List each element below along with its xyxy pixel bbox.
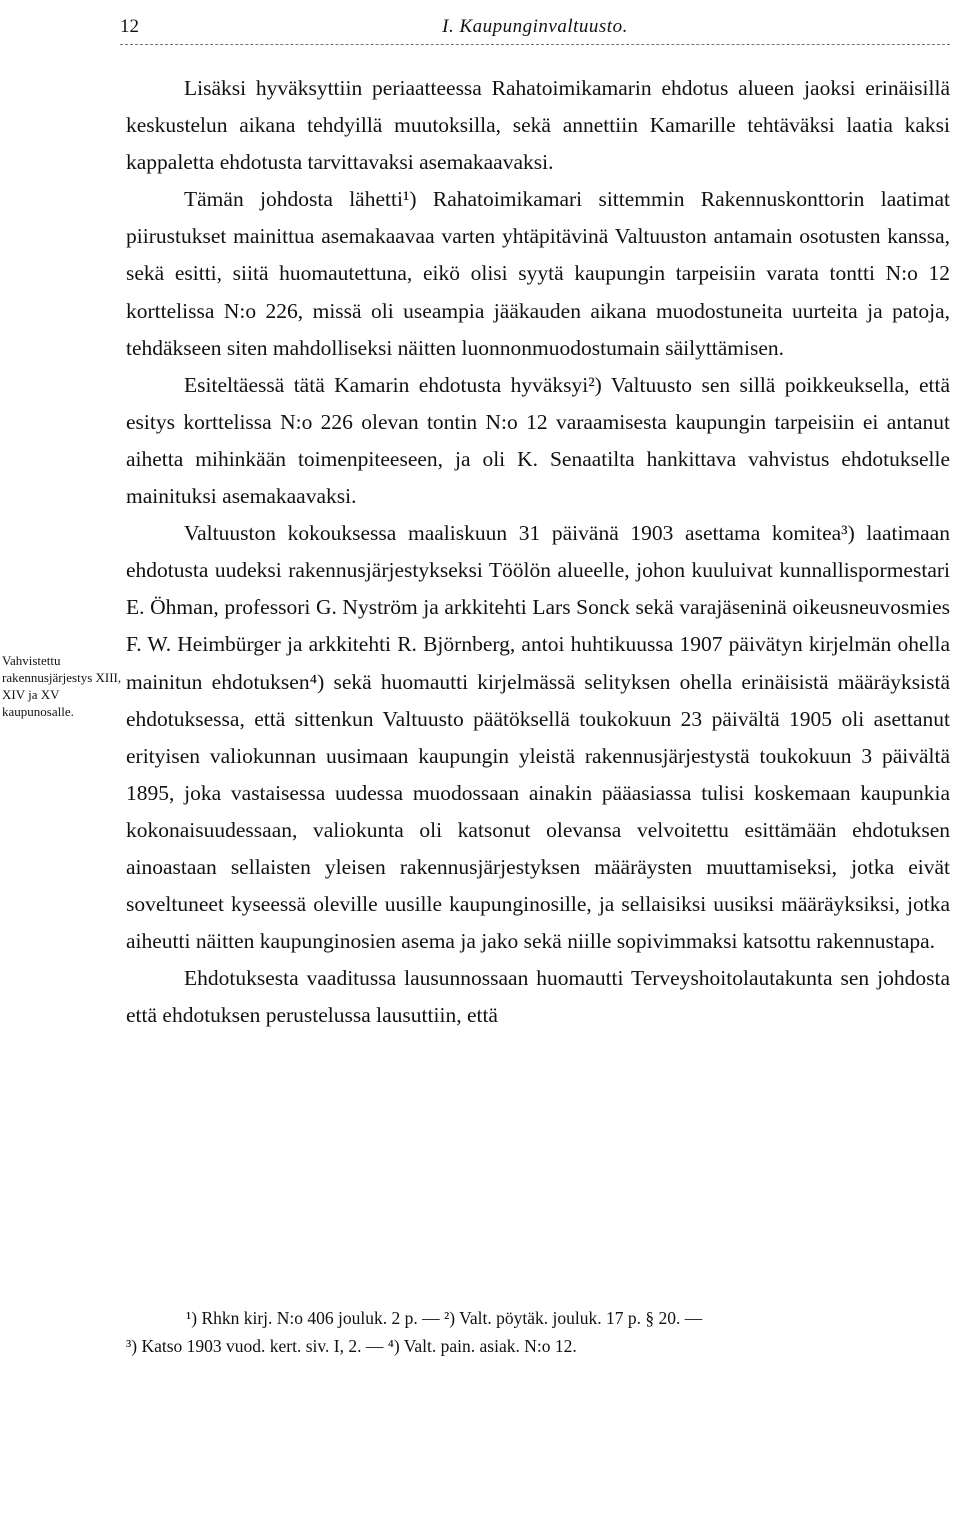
- paragraph: Valtuuston kokouksessa maaliskuun 31 päivänä 1903 asettama komitea³) laatimaan ehdotusta uudeksi rakennusjärjestykseksi Töölön alueelle, johon kuuluivat kunnallispormestari E. Öhman, professori G. Nyström ja arkkitehti Lars Sonck sekä varajäseninä oikeusneuvosmies F. W. Heimbürger ja arkkitehti R. Björnberg, antoi huhtikuussa 1907 päivätyn kirjelmän ohella mainitun ehdotuksen⁴) sekä huomautti kirjelmässä selityksen ohella erinäisistä määräyksistä ehdotuksessa, että sittenkun Valtuusto päätöksellä toukokuun 23 päivältä 1905 oli asettanut erityisen valiokunnan uusimaan kaupungin yleistä rakennusjärjestystä toukokuun 3 päivältä 1895, joka vastaisessa uudessa muodossaan ainakin pääasiassa tulisi koskemaan kaupunkia kokonaisuudessaan, valiokunta oli katsonut olevansa velvoitettu esittämään ehdotuksen ainoastaan sellaisten yleisen rakennusjärjestyksen määräysten muuttamiseksi, jotka eivät soveltuneet kyseessä oleville uusille kaupunginosille, ja sellaisiksi uusiksi määräyksiksi, jotka aiheutti näitten kaupunginosien asema ja jako sekä niille sopivimmaksi katsottu rakennustapa.: [126, 521, 950, 954]
- paragraph: Esiteltäessä tätä Kamarin ehdotusta hyväksyi²) Valtuusto sen sillä poikkeuksella, että esitys korttelissa N:o 226 olevan tontin N:o 12 varaamisesta kaupungin tarpeisiin ei antanut aihetta mihinkään toimenpiteeseen, ja oli K. Senaatilta hankittava vahvistus ehdotukselle mainituksi asemakaavaksi.: [126, 372, 950, 509]
- running-title: I. Kaupunginvaltuusto.: [442, 16, 628, 37]
- paragraph: Ehdotuksesta vaaditussa lausunnossaan huomautti Terveyshoitolautakunta sen johdosta että ehdotuksen perustelussa lausuttiin, että: [126, 966, 950, 1028]
- footnotes: [126, 1304, 950, 1360]
- paragraph: Lisäksi hyväksyttiin periaatteessa Rahatoimikamarin ehdotus alueen jaoksi erinäisillä keskustelun aikana tehdyillä muutoksilla, sekä annettiin Kamarille tehtäväksi laatia kaksi kappaletta ehdotusta tarvittavaksi asemakaavaksi.: [126, 76, 950, 175]
- footnote-line: ¹) Rhkn kirj. N:o 406 jouluk. 2 p. — ²) Valt. pöytäk. jouluk. 17 p. § 20. —: [186, 1308, 703, 1328]
- header-rule: [120, 44, 950, 45]
- footnote-line: ³) Katso 1903 vuod. kert. siv. I, 2. — ⁴) Valt. pain. asiak. N:o 12.: [126, 1336, 577, 1356]
- running-header: [120, 16, 950, 44]
- margin-note: Vahvistettu rakennusjärjestys XIII, XIV ja XV kaupunosalle.: [2, 653, 122, 719]
- paragraph: Tämän johdosta lähetti¹) Rahatoimikamari sittemmin Rakennuskonttorin laatimat piirustukset mainittua asemakaavaa varten yhtäpitävinä Valtuuston antamain osotusten kanssa, sekä esitti, siitä huomautettuna, eikö olisi syytä kaupungin tarpeisiin varata tontti N:o 12 korttelissa N:o 226, missä oli useampia jääkauden aikana muodostuneita uurteita ja patoja, tehdäkseen siten mahdolliseksi näitten luonnonmuodostumain säilyttämisen.: [126, 187, 950, 360]
- page-number: 12: [120, 16, 139, 37]
- main-text: [126, 70, 950, 1034]
